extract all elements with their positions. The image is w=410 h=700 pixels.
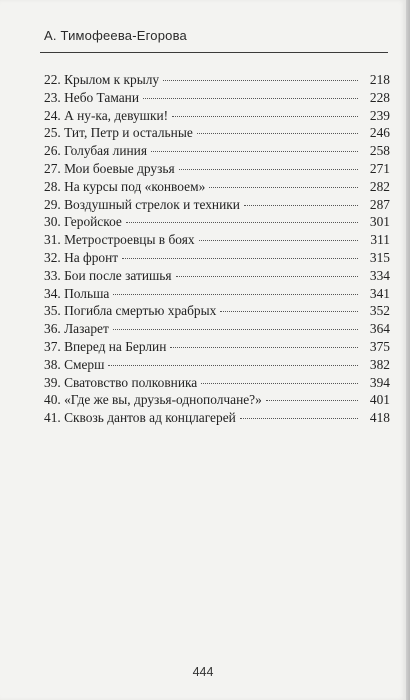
toc-dot-leader xyxy=(126,222,358,223)
toc-dot-leader xyxy=(170,347,358,348)
toc-entry-page: 287 xyxy=(369,196,390,212)
toc-entry xyxy=(44,125,390,143)
toc-dot-leader xyxy=(113,329,358,330)
toc-entry-title: 35. Погибла смертью храбрых xyxy=(44,303,217,319)
toc-entry xyxy=(44,197,390,215)
toc-entry-page: 418 xyxy=(369,410,390,426)
toc-entry-title: 39. Сватовство полковника xyxy=(44,374,198,390)
toc-entry-title: 33. Бои после затишья xyxy=(44,267,172,283)
toc-entry xyxy=(44,375,390,393)
toc-dot-leader xyxy=(266,400,358,401)
toc-dot-leader xyxy=(199,240,358,241)
toc-entry xyxy=(44,410,390,428)
toc-dot-leader xyxy=(176,276,358,277)
toc-entry-title: 38. Смерш xyxy=(44,356,105,372)
toc-dot-leader xyxy=(122,258,358,259)
toc-entry xyxy=(44,90,390,108)
toc-entry-page: 334 xyxy=(369,267,390,283)
toc-entry-page: 246 xyxy=(369,125,390,141)
toc-entry-title: 36. Лазарет xyxy=(44,321,109,337)
toc-entry-page: 258 xyxy=(369,143,390,159)
toc-entry xyxy=(44,286,390,304)
toc-dot-leader xyxy=(197,133,358,134)
toc-entry-page: 364 xyxy=(369,321,390,337)
toc-entry-page: 311 xyxy=(370,232,390,248)
toc-entry-page: 228 xyxy=(369,89,390,105)
toc-entry xyxy=(44,143,390,161)
toc-entry-page: 218 xyxy=(369,72,390,87)
toc-entry-title: 37. Вперед на Берлин xyxy=(44,338,167,354)
toc-entry-title: 26. Голубая линия xyxy=(44,143,147,159)
toc-entry-title: 24. А ну-ка, девушки! xyxy=(44,107,169,123)
toc-entry xyxy=(44,250,390,268)
toc-entry xyxy=(44,179,390,197)
toc-dot-leader xyxy=(240,418,358,419)
toc-entry-title: 30. Геройское xyxy=(44,214,122,230)
table-of-contents xyxy=(44,72,390,428)
toc-entry-page: 282 xyxy=(369,178,390,194)
toc-entry xyxy=(44,108,390,126)
toc-entry-page: 352 xyxy=(369,303,390,319)
toc-entry xyxy=(44,321,390,339)
toc-dot-leader xyxy=(172,116,358,117)
page-number: 444 xyxy=(192,665,214,679)
toc-dot-leader xyxy=(244,205,358,206)
toc-entry-page: 382 xyxy=(369,356,390,372)
toc-dot-leader xyxy=(143,98,358,99)
toc-entry-page: 341 xyxy=(369,285,390,301)
toc-entry-page: 401 xyxy=(369,392,390,408)
toc-entry-title: 25. Тит, Петр и остальные xyxy=(44,125,193,141)
toc-entry-title: 32. На фронт xyxy=(44,249,119,265)
toc-entry-title: 22. Крылом к крылу xyxy=(44,72,160,87)
toc-entry-title: 41. Сквозь дантов ад концлагерей xyxy=(44,410,236,426)
toc-entry-title: 27. Мои боевые друзья xyxy=(44,160,175,176)
toc-dot-leader xyxy=(151,151,358,152)
toc-entry-page: 315 xyxy=(369,249,390,265)
toc-entry xyxy=(44,392,390,410)
toc-entry-title: 23. Небо Тамани xyxy=(44,89,140,105)
toc-entry xyxy=(44,339,390,357)
toc-entry xyxy=(44,72,390,90)
toc-dot-leader xyxy=(209,187,358,188)
toc-entry xyxy=(44,232,390,250)
toc-entry-page: 239 xyxy=(369,107,390,123)
toc-dot-leader xyxy=(179,169,358,170)
toc-entry-page: 375 xyxy=(369,338,390,354)
toc-entry xyxy=(44,303,390,321)
toc-dot-leader xyxy=(201,383,358,384)
toc-entry xyxy=(44,357,390,375)
page-edge xyxy=(406,0,410,700)
header-rule xyxy=(40,52,388,53)
toc-dot-leader xyxy=(113,294,358,295)
toc-entry-title: 40. «Где же вы, друзья-однополчане?» xyxy=(44,392,262,408)
toc-entry-title: 29. Воздушный стрелок и техники xyxy=(44,196,240,212)
running-header: А. Тимофеева-Егорова xyxy=(44,28,187,43)
toc-entry-title: 34. Польша xyxy=(44,285,110,301)
toc-dot-leader xyxy=(220,311,358,312)
toc-entry-page: 394 xyxy=(369,374,390,390)
toc-entry xyxy=(44,214,390,232)
toc-entry-page: 301 xyxy=(369,214,390,230)
toc-entry-page: 271 xyxy=(369,160,390,176)
toc-entry-title: 31. Метростроевцы в боях xyxy=(44,232,195,248)
toc-entry xyxy=(44,268,390,286)
toc-dot-leader xyxy=(108,365,358,366)
toc-entry xyxy=(44,161,390,179)
toc-entry-title: 28. На курсы под «конвоем» xyxy=(44,178,206,194)
toc-dot-leader xyxy=(163,80,358,81)
